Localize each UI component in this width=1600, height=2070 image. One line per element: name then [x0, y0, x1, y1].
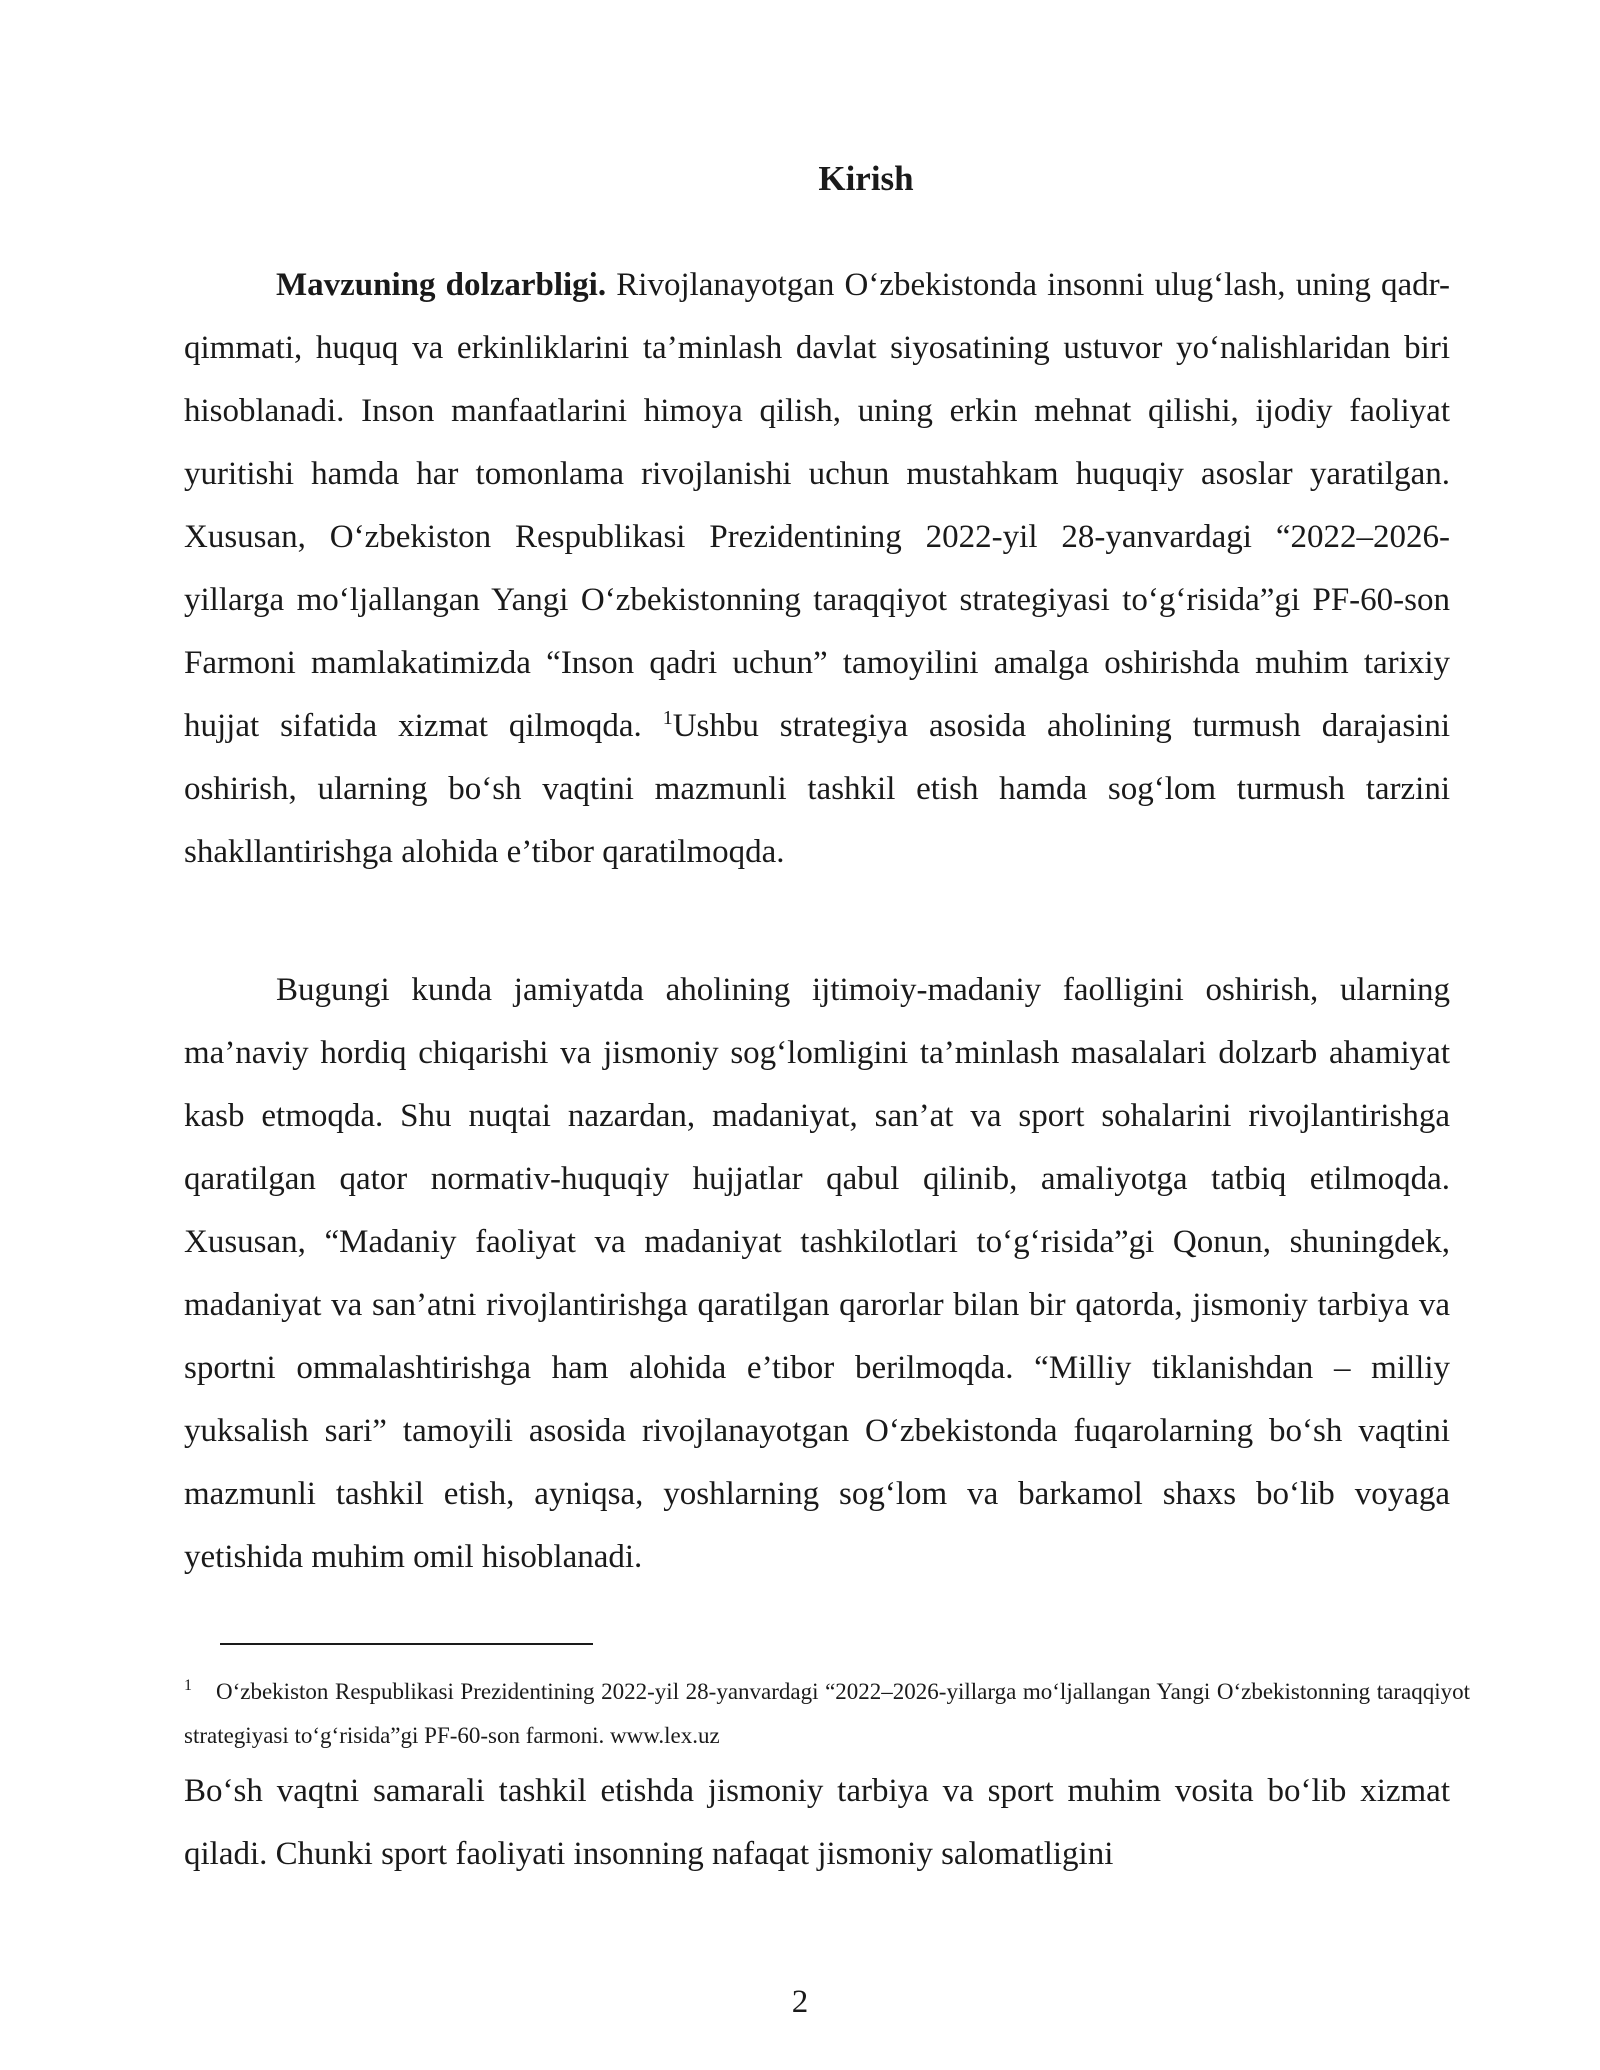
footnote-separator [220, 1643, 593, 1645]
paragraph-social-activity: Bugungi kunda jamiyatda aholining ijtimoiy-madaniy faolligini oshirish, ularning ma’naviy hordiq chiqarishi va jismoniy sog‘lomligini ta’minlash masalalari dolzarb ahamiyat kasb etmoqda. Shu nuqtai nazardan, madaniyat, san’at va sport sohalarini rivojlantirishga qaratilgan qator normativ-huquqiy hujjatlar qabul qilinib, amaliyotga tatbiq etilmoqda. Xususan, “Madaniy faoliyat va madaniyat tashkilotlari to‘g‘risida”gi Qonun, shuningdek, madaniyat va san’atni rivojlantirishga qaratilgan qarorlar bilan bir qatorda, jismoniy tarbiya va sportni ommalashtirishga ham alohida e’tibor berilmoqda. “Milliy tiklanishdan – milliy yuksalish sari” tamoyili asosida rivojlanayotgan O‘zbekistonda fuqarolarning bo‘sh vaqtini mazmunli tashkil etish, ayniqsa, yoshlarning sog‘lom va barkamol shaxs bo‘lib voyaga yetishida muhim omil hisoblanadi. [184, 972, 1450, 1575]
footnote-mark: 1 [184, 1677, 192, 1695]
paragraph-text-continued: Ushbu strategiya asosida aholining turmush darajasini oshirish, ularning bo‘sh vaqtini mazmunli tashkil etish hamda sog‘lom turmush tarzini shakllantirishga alohida e’tibor qaratilmoqda. [184, 708, 1450, 870]
paragraph-lead: Mavzuning dolzarbligi. [276, 267, 607, 303]
page-number: 2 [791, 1984, 809, 2020]
footnote [184, 1670, 1470, 1758]
footnote-text: O‘zbekiston Respublikasi Prezidentining 2022-yil 28-yanvardagi “2022–2026-yillarga mo‘ljallangan Yangi O‘zbekistonning taraqqiyot strategiyasi to‘g‘risida”gi PF-60-son farmoni. www.lex.uz [184, 1679, 1470, 1748]
paragraph-text: Rivojlanayotgan O‘zbekistonda insonni ulug‘lash, uning qadr-qimmati, huquq va erkinliklarini ta’minlash davlat siyosatining ustuvor yo‘nalishlaridan biri hisoblanadi. Inson manfaatlarini himoya qilish, uning erkin mehnat qilishi, ijodiy faoliyat yuritishi hamda har tomonlama rivojlanishi uchun mustahkam huquqiy asoslar yaratilgan. Xususan, O‘zbekiston Respublikasi Prezidentining 2022-yil 28-yanvardagi “2022–2026-yillarga mo‘ljallangan Yangi O‘zbekistonning taraqqiyot strategiyasi to‘g‘risida”gi PF-60-son Farmoni mamlakatimizda “Inson qadri uchun” tamoyilini amalga oshirishda muhim tarixiy hujjat sifatida xizmat qilmoqda. [184, 267, 1450, 744]
paragraph-free-time: Bo‘sh vaqtni samarali tashkil etishda jismoniy tarbiya va sport muhim vosita bo‘lib xizmat qiladi. Chunki sport faoliyati insonning nafaqat jismoniy salomatligini [184, 1773, 1450, 1872]
paragraph-relevance [184, 254, 1450, 884]
section-heading: Kirish [818, 159, 914, 198]
footnote-reference[interactable]: 1 [662, 707, 673, 729]
